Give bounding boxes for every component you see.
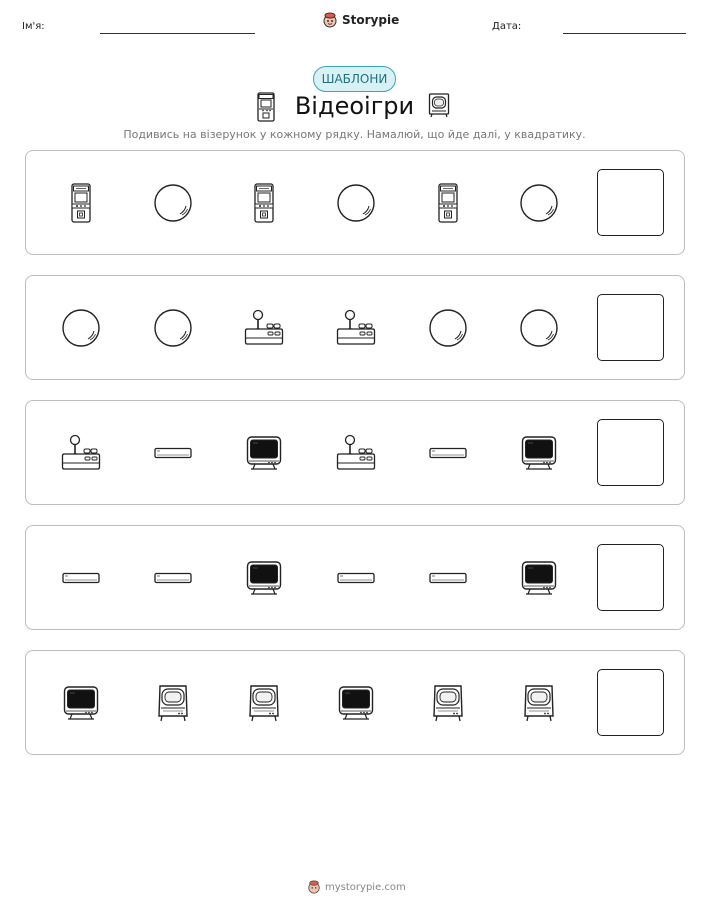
name-label: Ім'я: <box>22 21 45 32</box>
name-field[interactable] <box>100 33 255 34</box>
title-tv-icon <box>428 92 450 122</box>
answer-box[interactable] <box>597 169 664 236</box>
storypie-mascot-icon <box>322 12 338 28</box>
answer-box[interactable] <box>597 669 664 736</box>
instructions: Подивись на візерунок у кожному рядку. Намалюй, що йде далі, у квадратику. <box>123 128 586 141</box>
answer-box[interactable] <box>597 544 664 611</box>
category-badge <box>313 66 396 92</box>
pattern-row <box>25 525 685 630</box>
title-row <box>0 90 709 126</box>
page-title: Відеоігри <box>294 92 415 120</box>
pattern-row <box>25 650 685 755</box>
badge-label: ШАБЛОНИ <box>321 72 388 86</box>
storypie-mascot-icon <box>307 880 321 894</box>
date-label: Дата: <box>492 21 522 32</box>
pattern-row <box>25 400 685 505</box>
footer <box>307 880 406 894</box>
retro-tv-icon <box>428 92 450 118</box>
answer-box[interactable] <box>597 419 664 486</box>
date-field[interactable] <box>563 33 686 34</box>
answer-box[interactable] <box>597 294 664 361</box>
brand-name: Storypie <box>342 13 400 27</box>
footer-site[interactable]: mystorypie.com <box>325 881 406 893</box>
pattern-row <box>25 150 685 255</box>
storypie-logo <box>322 12 399 28</box>
pattern-row <box>25 275 685 380</box>
